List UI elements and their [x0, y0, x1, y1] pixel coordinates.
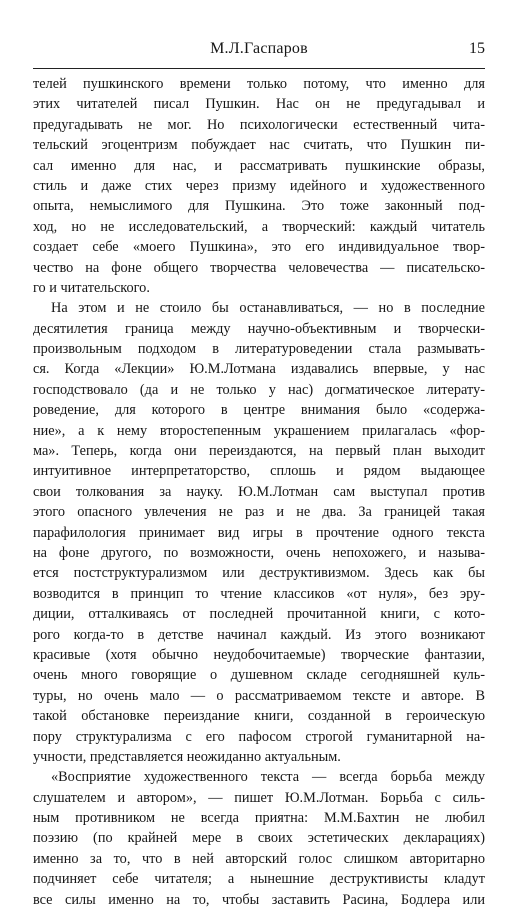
- text-line: произвольным подходом в литературоведении стала размывать-: [33, 341, 485, 358]
- text-line: подчиняет себе читателя; а нынешние деструктивисты кладут: [33, 871, 485, 888]
- paragraph-1: [33, 74, 485, 298]
- text-line: ход, но не исследовательский, а творческий: каждый читатель: [33, 218, 485, 235]
- text-line: стиль и даже стих через призму идейного и художественного: [33, 177, 485, 194]
- text-line: свои толкования за науку. Ю.М.Лотман сам выступал против: [33, 483, 485, 500]
- author-name: М.Л.Гаспаров: [210, 40, 308, 57]
- text-line: интуитивное интерпретаторство, сплошь и рядом выдающее: [33, 463, 485, 480]
- text-line: предугадывать не мог. Но психологически естественный чита-: [33, 116, 485, 133]
- paragraph-2: [33, 298, 485, 767]
- text-line: ется постструктурализмом или деструктивизмом. Здесь как бы: [33, 565, 485, 582]
- text-line: создает себе «моего Пушкина», это его индивидуальное твор-: [33, 239, 485, 256]
- text-line: ным противником не всегда приятна: М.М.Бахтин не любил: [33, 810, 485, 827]
- text-line: очень много говорящие о душевном складе сегодняшней куль-: [33, 667, 485, 684]
- text-line: учности, представляется неожиданно актуальным.: [33, 748, 341, 765]
- page-number: 15: [469, 40, 485, 57]
- text-line: этих читателей писал Пушкин. Нас он не предугадывал и: [33, 96, 485, 113]
- text-line: рого когда-то в детстве начинал каждый. Из этого возникают: [33, 626, 485, 643]
- text-line: поэзию (по крайней мере в своих эстетических декларациях): [33, 830, 485, 847]
- text-line: десятилетия граница между научно-объективным и творчески-: [33, 320, 485, 337]
- text-line: чество на фоне общего творчества человечества — писательско-: [33, 259, 485, 276]
- text-line: такой обстановке переиздание книги, созданной в героическую: [33, 708, 485, 725]
- text-line: роведение, для которого в центре внимания было «содержа-: [33, 402, 485, 419]
- text-line: все силы именно на то, чтобы заставить Расина, Бодлера или: [33, 891, 485, 908]
- text-line: пору структурализма с его пафосом строгой гуманитарной на-: [33, 728, 485, 745]
- paragraph-3: [33, 767, 485, 910]
- text-line: парафилология принимает вид игры в прочтение одного текста: [33, 524, 485, 541]
- text-line: ние», а к нему второстепенным украшением прилагалась «фор-: [33, 422, 485, 439]
- text-line: диции, отталкиваясь от последней прочитанной книги, с кото-: [33, 606, 485, 623]
- text-line: На этом и не стоило бы останавливаться, — но в последние: [51, 300, 485, 317]
- running-header: [33, 40, 485, 62]
- text-line: именно за то, что в ней авторский голос слишком авторитарно: [33, 850, 485, 867]
- text-line: ся. Когда «Лекции» Ю.М.Лотмана издавались впервые, у нас: [33, 361, 485, 378]
- text-line: этого опасного увлечения не раз и не два. За границей такая: [33, 504, 485, 521]
- body-text: [33, 74, 485, 910]
- text-line: «Восприятие художественного текста — всегда борьба между: [51, 769, 485, 786]
- text-line: господствовало (да и не только у нас) догматическое литерату-: [33, 381, 485, 398]
- text-line: красивые (хотя обычно неудобочитаемые) творческие фантазии,: [33, 646, 485, 663]
- header-rule: [33, 68, 485, 69]
- text-line: сал именно для нас, и рассматривать пушкинские образы,: [33, 157, 485, 174]
- text-line: тельский эгоцентризм побуждает нас считать, что Пушкин пи-: [33, 137, 485, 154]
- text-line: ма». Теперь, когда они переиздаются, на первый план выходит: [33, 443, 485, 460]
- text-line: возводится в принцип то чтение классиков «от нуля», без эру-: [33, 585, 485, 602]
- text-line: на фоне другого, по возможности, очень непохожего, и называ-: [33, 544, 485, 561]
- text-line: телей пушкинского времени только потому, что именно для: [33, 76, 485, 92]
- text-line: опыта, немыслимого для Пушкина. Это тоже законный под-: [33, 198, 485, 215]
- text-line: слушателем и автором», — пишет Ю.М.Лотман. Борьба с силь-: [33, 789, 485, 806]
- text-line: го и читательского.: [33, 279, 150, 296]
- text-line: туры, но очень мало — о рассматриваемом тексте и авторе. В: [33, 687, 485, 704]
